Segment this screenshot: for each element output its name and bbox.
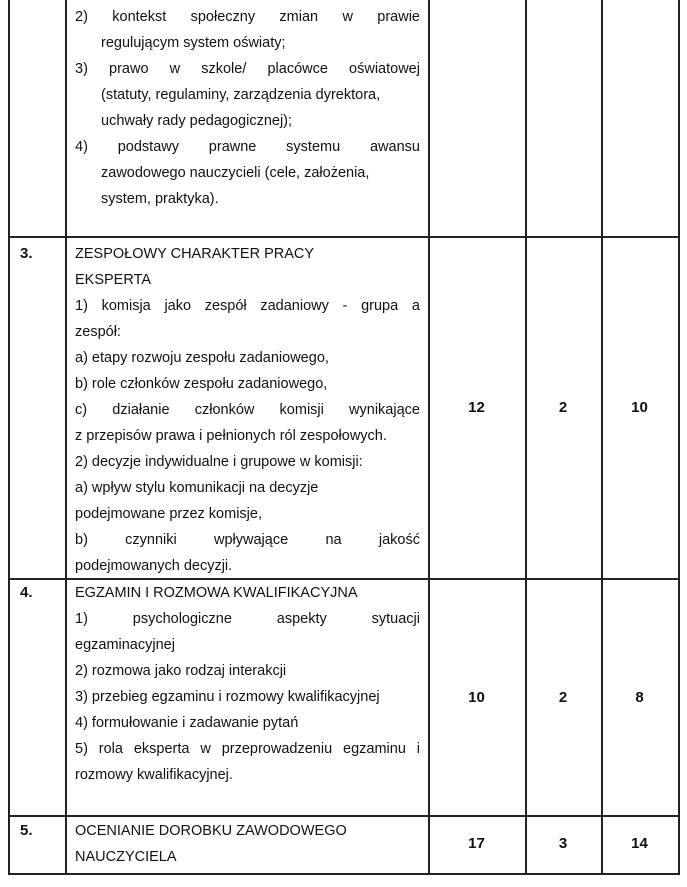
word: komisji: [279, 402, 324, 418]
content-line: 2) rozmowa jako rodzaj interakcji: [75, 663, 287, 679]
row-number: 3.: [20, 245, 33, 262]
content-line: uchwały rady pedagogicznej);: [101, 113, 293, 129]
content-line: NAUCZYCIELA: [75, 849, 177, 865]
content-line: [75, 527, 420, 553]
word: 1): [75, 298, 88, 314]
hours-total-cell: 10: [468, 689, 485, 706]
word: prawne: [208, 139, 257, 155]
hours-practice-cell: 14: [631, 835, 648, 852]
word: kontekst: [112, 9, 167, 25]
hours-practice-cell: 10: [631, 399, 648, 416]
row-number: 5.: [20, 822, 33, 839]
content-line: [75, 4, 420, 30]
word: prawo: [109, 61, 149, 77]
word: jako: [164, 298, 192, 314]
hours-theory-cell: 2: [558, 689, 568, 706]
content-line: egzaminacyjnej: [75, 637, 175, 653]
content-line: 3) przebieg egzaminu i rozmowy kwalifikacyjnej: [75, 689, 380, 705]
content-line: regulującym system oświaty;: [101, 35, 286, 51]
word: i: [416, 741, 420, 757]
content-line: system, praktyka).: [101, 191, 219, 207]
word: wynikające: [349, 402, 420, 418]
content-line: EKSPERTA: [75, 272, 152, 288]
word: oświatowej: [349, 61, 420, 77]
content-line: (statuty, regulaminy, zarządzenia dyrektora,: [101, 87, 381, 103]
word: 5): [75, 741, 88, 757]
content-line: z przepisów prawa i pełnionych ról zespołowych.: [75, 428, 387, 444]
content-line: rozmowy kwalifikacyjnej.: [75, 767, 233, 783]
word: awansu: [369, 139, 420, 155]
word: w: [342, 9, 353, 25]
content-line: 2) decyzje indywidualne i grupowe w komisji:: [75, 454, 363, 470]
table-column-border: [8, 0, 10, 875]
word: w: [200, 741, 211, 757]
word: podstawy: [117, 139, 179, 155]
table-column-border: [525, 0, 527, 875]
table-column-border: [428, 0, 430, 875]
content-line: zawodowego nauczycieli (cele, założenia,: [101, 165, 370, 181]
word: systemu: [286, 139, 341, 155]
table-row-border: [8, 815, 680, 817]
content-line: zespół:: [75, 324, 121, 340]
word: -: [342, 298, 348, 314]
word: 4): [75, 139, 88, 155]
word: c): [75, 402, 88, 418]
word: eksperta: [133, 741, 190, 757]
hours-theory-cell: 2: [558, 399, 568, 416]
word: b): [75, 532, 88, 548]
word: 2): [75, 9, 88, 25]
content-line: [75, 134, 420, 160]
word: na: [325, 532, 342, 548]
word: szkole/: [201, 61, 247, 77]
hours-total-cell: 12: [468, 399, 485, 416]
word: sytuacji: [371, 611, 420, 627]
word: w: [169, 61, 181, 77]
content-line: [75, 606, 420, 632]
word: społeczny: [190, 9, 256, 25]
content-line: podejmowanych decyzji.: [75, 558, 233, 574]
word: placówce: [267, 61, 328, 77]
word: zmian: [279, 9, 319, 25]
word: przeprowadzeniu: [221, 741, 333, 757]
word: aspekty: [276, 611, 327, 627]
content-line: [75, 293, 420, 319]
word: psychologiczne: [132, 611, 232, 627]
content-line: [75, 736, 420, 762]
word: jakość: [378, 532, 420, 548]
word: zadaniowy: [260, 298, 329, 314]
word: działanie: [112, 402, 170, 418]
word: egzaminu: [343, 741, 406, 757]
content-line: podejmowane przez komisje,: [75, 506, 262, 522]
word: komisja: [101, 298, 151, 314]
table-row-border: [8, 873, 680, 875]
content-line: [75, 397, 420, 423]
word: a: [411, 298, 420, 314]
word: zespół: [204, 298, 247, 314]
word: prawie: [377, 9, 420, 25]
hours-theory-cell: 3: [558, 835, 568, 852]
hours-total-cell: 17: [468, 835, 485, 852]
content-line: a) wpływ stylu komunikacji na decyzje: [75, 480, 319, 496]
content-line: b) role członków zespołu zadaniowego,: [75, 376, 328, 392]
content-line: ZESPOŁOWY CHARAKTER PRACY: [75, 246, 315, 262]
word: członków: [194, 402, 255, 418]
row-number: 4.: [20, 584, 33, 601]
word: wpływające: [214, 532, 289, 548]
hours-practice-cell: 8: [635, 689, 644, 706]
content-line: OCENIANIE DOROBKU ZAWODOWEGO: [75, 823, 347, 839]
word: 3): [75, 61, 88, 77]
word: 1): [75, 611, 88, 627]
word: grupa: [361, 298, 399, 314]
content-line: [75, 56, 420, 82]
content-line: 4) formułowanie i zadawanie pytań: [75, 715, 299, 731]
content-line: a) etapy rozwoju zespołu zadaniowego,: [75, 350, 329, 366]
table-row-border: [8, 236, 680, 238]
word: rola: [98, 741, 123, 757]
table-column-border: [678, 0, 680, 875]
word: czynniki: [125, 532, 177, 548]
content-line: EGZAMIN I ROZMOWA KWALIFIKACYJNA: [75, 585, 358, 601]
table-column-border: [601, 0, 603, 875]
table-column-border: [65, 0, 67, 875]
